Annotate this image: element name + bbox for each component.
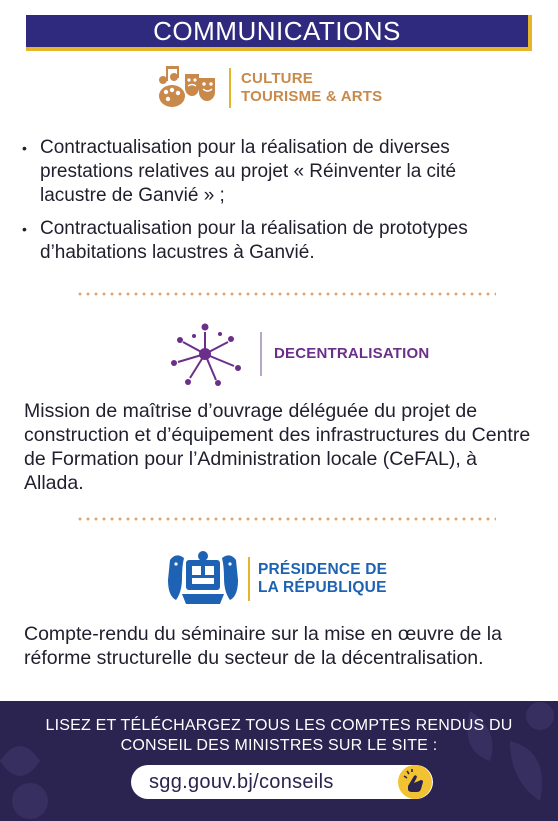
- logo-divider: [260, 332, 262, 376]
- culture-icon: [155, 66, 219, 110]
- culture-ministry-label-line1: CULTURE: [241, 70, 313, 87]
- culture-items-list: [22, 136, 502, 274]
- list-item: • Contractualisation pour la réalisation de diverses prestations relatives au projet « Réinventer la cité lacustre de Ganvié » ;: [22, 136, 502, 208]
- decentralisation-text: Mission de maîtrise d’ouvrage déléguée du projet de construction et d’équipement des infrastructures du Centre de Formation pour l’Administration locale (CeFAL), à Allada.: [24, 400, 531, 494]
- dotted-divider: [76, 517, 496, 521]
- presidence-label-line1: PRÉSIDENCE DE: [258, 561, 388, 578]
- logo-divider: [248, 557, 250, 601]
- culture-ministry-logo: [155, 66, 382, 110]
- presidence-text: Compte-rendu du séminaire sur la mise en œuvre de la réforme structurelle du secteur de la décentralisation.: [24, 623, 502, 669]
- presidence-logo: [166, 550, 387, 608]
- presidency-emblem-icon: [166, 550, 240, 608]
- website-link[interactable]: [131, 765, 433, 799]
- decentralisation-ministry-label: DECENTRALISATION: [274, 345, 430, 362]
- culture-ministry-label-line2: TOURISME & ARTS: [241, 88, 383, 105]
- network-icon: [168, 322, 242, 386]
- decentralisation-ministry-logo: [168, 322, 429, 386]
- presidence-label-line2: LA RÉPUBLIQUE: [258, 579, 387, 596]
- list-item: • Contractualisation pour la réalisation de prototypes d’habitations lacustres à Ganvié.: [22, 217, 502, 265]
- pointer-hand-icon: [395, 762, 435, 802]
- culture-ministry-label: [241, 70, 382, 106]
- footer-banner: [0, 701, 558, 821]
- footer-line2: CONSEIL DES MINISTRES SUR LE SITE :: [120, 737, 438, 754]
- dotted-divider: [76, 292, 496, 296]
- presidence-label: [258, 561, 387, 597]
- section-banner: [26, 15, 532, 51]
- website-url[interactable]: sgg.gouv.bj/conseils: [149, 770, 334, 793]
- logo-divider: [229, 68, 231, 108]
- page-title: COMMUNICATIONS: [153, 15, 401, 46]
- footer-line1: LISEZ ET TÉLÉCHARGEZ TOUS LES COMPTES RENDUS DU: [45, 717, 513, 734]
